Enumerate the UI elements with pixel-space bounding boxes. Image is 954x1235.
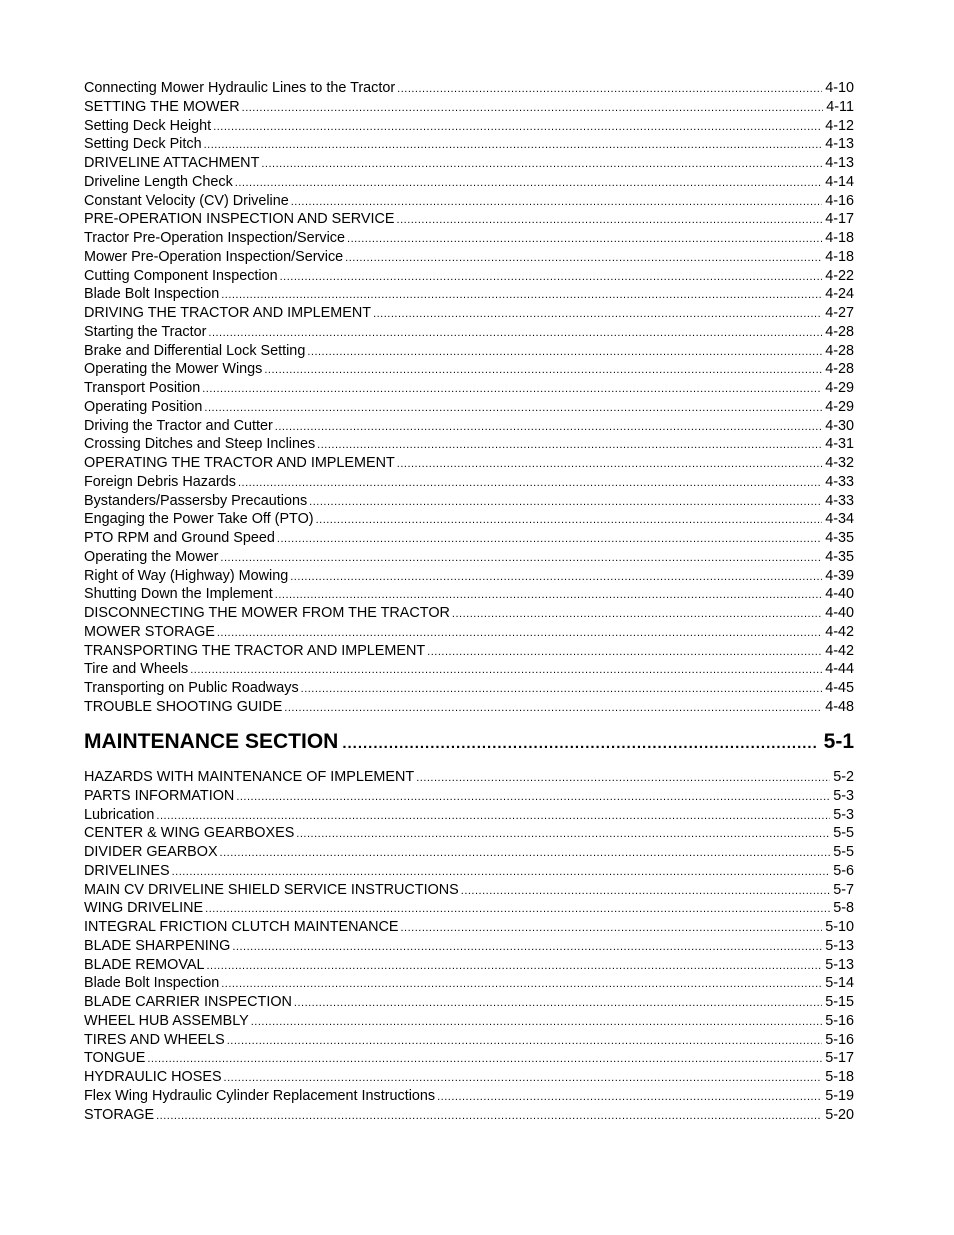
dot-leader	[217, 624, 822, 643]
toc-entry-page-number: 4-48	[825, 698, 854, 715]
toc-entry-page-number: 5-20	[825, 1106, 854, 1123]
toc-entry-page-number: 5-8	[833, 900, 854, 917]
toc-entry[interactable]	[84, 417, 854, 436]
toc-entry[interactable]	[84, 454, 854, 473]
dot-leader	[236, 788, 830, 807]
toc-entry-page-number: 4-18	[825, 230, 854, 246]
toc-entry[interactable]	[84, 529, 854, 548]
toc-entry-title: Operating the Mower Wings	[84, 361, 263, 378]
toc-entry-title: DISCONNECTING THE MOWER FROM THE TRACTOR	[84, 605, 450, 621]
dot-leader	[347, 230, 822, 249]
toc-entry-title: Transport Position	[84, 380, 201, 396]
toc-entry-page-number: 4-34	[825, 511, 854, 528]
dot-leader	[190, 661, 822, 680]
toc-entry-page-number: 5-7	[833, 881, 854, 898]
toc-entry-title: BLADE CARRIER INSPECTION	[84, 994, 292, 1010]
toc-entry-page-number: 5-3	[833, 787, 854, 804]
toc-entry-page-number: 4-33	[825, 492, 854, 509]
dot-leader	[291, 193, 822, 212]
toc-entry[interactable]	[84, 304, 854, 323]
toc-entry[interactable]	[84, 768, 854, 787]
toc-entry-title: MOWER STORAGE	[84, 623, 215, 640]
toc-entry-title: Right of Way (Highway) Mowing	[84, 567, 289, 584]
toc-entry-title: BLADE SHARPENING	[84, 937, 231, 954]
toc-entry[interactable]	[84, 398, 854, 417]
toc-entry-title: TROUBLE SHOOTING GUIDE	[84, 698, 283, 715]
toc-entry-page-number: 5-10	[825, 919, 854, 935]
toc-entry-page-number: 5-13	[825, 956, 854, 973]
dot-leader	[301, 680, 823, 699]
toc-entry[interactable]	[84, 117, 854, 136]
dot-leader	[461, 882, 830, 901]
toc-entry-page-number: 5-2	[833, 769, 854, 785]
toc-entry-title: Bystanders/Passersby Precautions	[84, 492, 308, 509]
toc-entry[interactable]	[84, 510, 854, 529]
toc-entry[interactable]	[84, 974, 854, 993]
toc-entry[interactable]	[84, 98, 854, 117]
toc-entry[interactable]	[84, 679, 854, 698]
toc-entry-title: Tractor Pre-Operation Inspection/Service	[84, 230, 346, 246]
toc-entry-title: DRIVELINE ATTACHMENT	[84, 155, 260, 171]
toc-entry-page-number: 4-16	[825, 192, 854, 209]
heading-page-number: 5-1	[823, 730, 854, 753]
toc-entry-page-number: 4-28	[825, 342, 854, 359]
toc-entry[interactable]	[84, 1012, 854, 1031]
dot-leader	[307, 343, 822, 362]
dot-leader	[232, 938, 822, 957]
dot-leader	[220, 844, 831, 863]
dot-leader	[156, 1107, 822, 1126]
toc-entry-page-number: 4-28	[825, 323, 854, 340]
toc-list-maintenance	[84, 768, 854, 1124]
dot-leader	[235, 174, 822, 193]
toc-entry[interactable]	[84, 787, 854, 806]
toc-entry[interactable]	[84, 604, 854, 623]
toc-entry-page-number: 5-15	[825, 994, 854, 1010]
toc-entry-page-number: 5-17	[825, 1050, 854, 1067]
dot-leader	[400, 919, 822, 938]
toc-entry-title: WING DRIVELINE	[84, 900, 204, 917]
toc-entry-title: PTO RPM and Ground Speed	[84, 530, 275, 546]
toc-entry-page-number: 4-13	[825, 136, 854, 153]
toc-entry[interactable]	[84, 623, 854, 642]
toc-entry-title: Driving the Tractor and Cutter	[84, 417, 273, 434]
dot-leader	[284, 699, 822, 718]
toc-entry-page-number: 4-27	[825, 305, 854, 321]
dot-leader	[156, 807, 830, 826]
toc-entry[interactable]	[84, 267, 854, 286]
toc-entry-page-number: 4-33	[825, 473, 854, 490]
toc-entry-page-number: 5-14	[825, 975, 854, 992]
dot-leader	[427, 643, 822, 662]
toc-entry-page-number: 4-44	[825, 661, 854, 678]
toc-entry[interactable]	[84, 229, 854, 248]
toc-entry-page-number: 4-12	[825, 117, 854, 134]
toc-entry-title: DRIVING THE TRACTOR AND IMPLEMENT	[84, 305, 372, 321]
toc-entry[interactable]	[84, 173, 854, 192]
dot-leader	[342, 730, 815, 758]
dot-leader	[227, 1032, 822, 1051]
dot-leader	[275, 418, 822, 437]
toc-entry[interactable]	[84, 492, 854, 511]
toc-entry-title: HYDRAULIC HOSES	[84, 1069, 222, 1085]
toc-entry[interactable]	[84, 548, 854, 567]
toc-entry[interactable]	[84, 698, 854, 717]
toc-entry[interactable]	[84, 360, 854, 379]
toc-entry-title: Cutting Component Inspection	[84, 267, 278, 284]
toc-entry-title: Flex Wing Hydraulic Cylinder Replacement Instructions	[84, 1087, 436, 1104]
dot-leader	[317, 436, 822, 455]
toc-entry-page-number: 4-11	[826, 98, 854, 115]
toc-entry-page-number: 5-5	[833, 825, 854, 842]
toc-entry-page-number: 4-30	[825, 417, 854, 434]
toc-entry-title: Setting Deck Height	[84, 117, 212, 134]
dot-leader	[251, 1013, 822, 1032]
toc-entry[interactable]	[84, 285, 854, 304]
toc-entry-page-number: 4-18	[825, 248, 854, 265]
toc-entry-page-number: 4-10	[825, 80, 854, 96]
toc-entry-title: Engaging the Power Take Off (PTO)	[84, 511, 314, 528]
toc-entry-title: Crossing Ditches and Steep Inclines	[84, 436, 316, 453]
toc-entry-page-number: 4-13	[825, 155, 854, 171]
dot-leader	[345, 249, 822, 268]
toc-entry[interactable]	[84, 379, 854, 398]
toc-entry-title: Tire and Wheels	[84, 661, 189, 678]
toc-entry[interactable]	[84, 342, 854, 361]
toc-entry[interactable]	[84, 824, 854, 843]
toc-entry[interactable]	[84, 79, 854, 98]
dot-leader	[221, 286, 822, 305]
dot-leader	[242, 99, 824, 118]
toc-entry[interactable]	[84, 881, 854, 900]
toc-entry[interactable]	[84, 993, 854, 1012]
dot-leader	[452, 605, 822, 624]
dot-leader	[204, 399, 822, 418]
toc-entry-title: TIRES AND WHEELS	[84, 1031, 225, 1048]
toc-entry-title: SETTING THE MOWER	[84, 98, 240, 115]
toc-entry[interactable]	[84, 567, 854, 586]
dot-leader	[316, 511, 823, 530]
toc-entry-title: MAIN CV DRIVELINE SHIELD SERVICE INSTRUCTIONS	[84, 881, 459, 898]
toc-entry-page-number: 4-17	[825, 211, 854, 228]
dot-leader	[280, 268, 823, 287]
toc-entry[interactable]	[84, 1106, 854, 1125]
toc-entry-page-number: 5-16	[825, 1031, 854, 1048]
toc-entry-page-number: 5-3	[833, 806, 854, 823]
dot-leader	[294, 994, 822, 1013]
toc-entry[interactable]	[84, 135, 854, 154]
dot-leader	[309, 493, 822, 512]
dot-leader	[213, 118, 822, 137]
toc-entry-page-number: 4-32	[825, 455, 854, 471]
dot-leader	[397, 211, 823, 230]
toc-entry-title: CENTER & WING GEARBOXES	[84, 825, 295, 842]
toc-entry-title: Blade Bolt Inspection	[84, 286, 220, 303]
toc-entry-page-number: 4-22	[825, 267, 854, 284]
toc-entry[interactable]	[84, 473, 854, 492]
toc-entry[interactable]	[84, 1049, 854, 1068]
toc-entry-page-number: 4-40	[825, 605, 854, 621]
toc-entry-title: TONGUE	[84, 1050, 146, 1067]
dot-leader	[202, 380, 822, 399]
toc-entry-title: STORAGE	[84, 1106, 155, 1123]
dot-leader	[290, 568, 822, 587]
toc-entry-title: Driveline Length Check	[84, 173, 233, 190]
toc-entry[interactable]	[84, 642, 854, 661]
toc-entry-page-number: 4-31	[825, 436, 854, 453]
toc-entry-title: DIVIDER GEARBOX	[84, 844, 218, 860]
toc-entry-title: Operating Position	[84, 398, 203, 415]
dot-leader	[204, 136, 823, 155]
toc-entry-title: Brake and Differential Lock Setting	[84, 342, 306, 359]
dot-leader	[205, 900, 830, 919]
dot-leader	[147, 1050, 822, 1069]
toc-entry-title: PRE-OPERATION INSPECTION AND SERVICE	[84, 211, 395, 228]
toc-entry[interactable]	[84, 806, 854, 825]
toc-entry-title: Mower Pre-Operation Inspection/Service	[84, 248, 344, 265]
toc-entry-page-number: 4-42	[825, 642, 854, 659]
toc-entry[interactable]	[84, 210, 854, 229]
toc-entry-title: HAZARDS WITH MAINTENANCE OF IMPLEMENT	[84, 769, 415, 785]
toc-entry-title: Connecting Mower Hydraulic Lines to the Tractor	[84, 80, 396, 96]
toc-entry-page-number: 4-45	[825, 680, 854, 696]
toc-entry-title: WHEEL HUB ASSEMBLY	[84, 1012, 249, 1029]
dot-leader	[437, 1088, 822, 1107]
dot-leader	[261, 155, 822, 174]
toc-entry[interactable]	[84, 435, 854, 454]
toc-entry-title: PARTS INFORMATION	[84, 787, 235, 804]
dot-leader	[172, 863, 831, 882]
toc-list-operation	[84, 79, 854, 717]
toc-entry[interactable]	[84, 1031, 854, 1050]
toc-entry[interactable]	[84, 956, 854, 975]
dot-leader	[416, 769, 830, 788]
toc-entry-title: Setting Deck Pitch	[84, 136, 202, 153]
toc-entry-page-number: 5-19	[825, 1087, 854, 1104]
toc-entry-page-number: 4-35	[825, 530, 854, 546]
toc-entry-page-number: 4-35	[825, 548, 854, 565]
dot-leader	[220, 549, 822, 568]
toc-entry-page-number: 4-42	[825, 623, 854, 640]
toc-entry-title: Operating the Mower	[84, 548, 219, 565]
dot-leader	[397, 80, 822, 99]
heading-title: MAINTENANCE SECTION	[84, 730, 339, 753]
toc-entry[interactable]	[84, 1087, 854, 1106]
toc-entry-page-number: 4-39	[825, 567, 854, 584]
toc-entry[interactable]	[84, 248, 854, 267]
dot-leader	[397, 455, 822, 474]
toc-entry[interactable]	[84, 937, 854, 956]
toc-entry[interactable]	[84, 585, 854, 604]
toc-entry-title: Blade Bolt Inspection	[84, 975, 220, 992]
dot-leader	[296, 825, 830, 844]
toc-entry-title: OPERATING THE TRACTOR AND IMPLEMENT	[84, 455, 395, 471]
dot-leader	[221, 975, 822, 994]
toc-entry[interactable]	[84, 192, 854, 211]
toc-entry-title: Shutting Down the Implement	[84, 586, 273, 603]
toc-entry-title: Transporting on Public Roadways	[84, 680, 299, 696]
toc-entry-title: Foreign Debris Hazards	[84, 473, 236, 490]
toc-entry-page-number: 4-14	[825, 173, 854, 190]
toc-entry[interactable]	[84, 323, 854, 342]
toc-entry[interactable]	[84, 1068, 854, 1087]
toc-entry[interactable]	[84, 918, 854, 937]
toc-entry-page-number: 5-5	[833, 844, 854, 860]
toc-entry-page-number: 4-24	[825, 286, 854, 303]
dot-leader	[207, 957, 823, 976]
toc-entry-page-number: 5-18	[825, 1069, 854, 1085]
toc-entry-title: BLADE REMOVAL	[84, 956, 205, 973]
toc-entry-page-number: 5-13	[825, 937, 854, 954]
toc-entry[interactable]	[84, 660, 854, 679]
toc-entry[interactable]	[84, 843, 854, 862]
toc-entry-page-number: 5-16	[825, 1012, 854, 1029]
toc-entry-page-number: 4-29	[825, 380, 854, 396]
dot-leader	[277, 530, 822, 549]
toc-entry-page-number: 4-28	[825, 361, 854, 378]
toc-entry-title: Lubrication	[84, 806, 155, 823]
toc-entry-page-number: 4-40	[825, 586, 854, 603]
maintenance-section-heading[interactable]	[84, 728, 854, 758]
dot-leader	[224, 1069, 823, 1088]
toc-entry-page-number: 5-6	[833, 862, 854, 879]
toc-entry-page-number: 4-29	[825, 398, 854, 415]
toc-entry-title: Starting the Tractor	[84, 323, 207, 340]
toc-entry-title: TRANSPORTING THE TRACTOR AND IMPLEMENT	[84, 642, 426, 659]
toc-entry[interactable]	[84, 899, 854, 918]
toc-entry-title: INTEGRAL FRICTION CLUTCH MAINTENANCE	[84, 919, 399, 935]
toc-entry[interactable]	[84, 862, 854, 881]
toc-entry-title: DRIVELINES	[84, 862, 170, 879]
dot-leader	[238, 474, 822, 493]
dot-leader	[373, 305, 822, 324]
dot-leader	[264, 361, 822, 380]
toc-entry-title: Constant Velocity (CV) Driveline	[84, 192, 289, 209]
toc-entry[interactable]	[84, 154, 854, 173]
dot-leader	[275, 586, 822, 605]
dot-leader	[208, 324, 822, 343]
